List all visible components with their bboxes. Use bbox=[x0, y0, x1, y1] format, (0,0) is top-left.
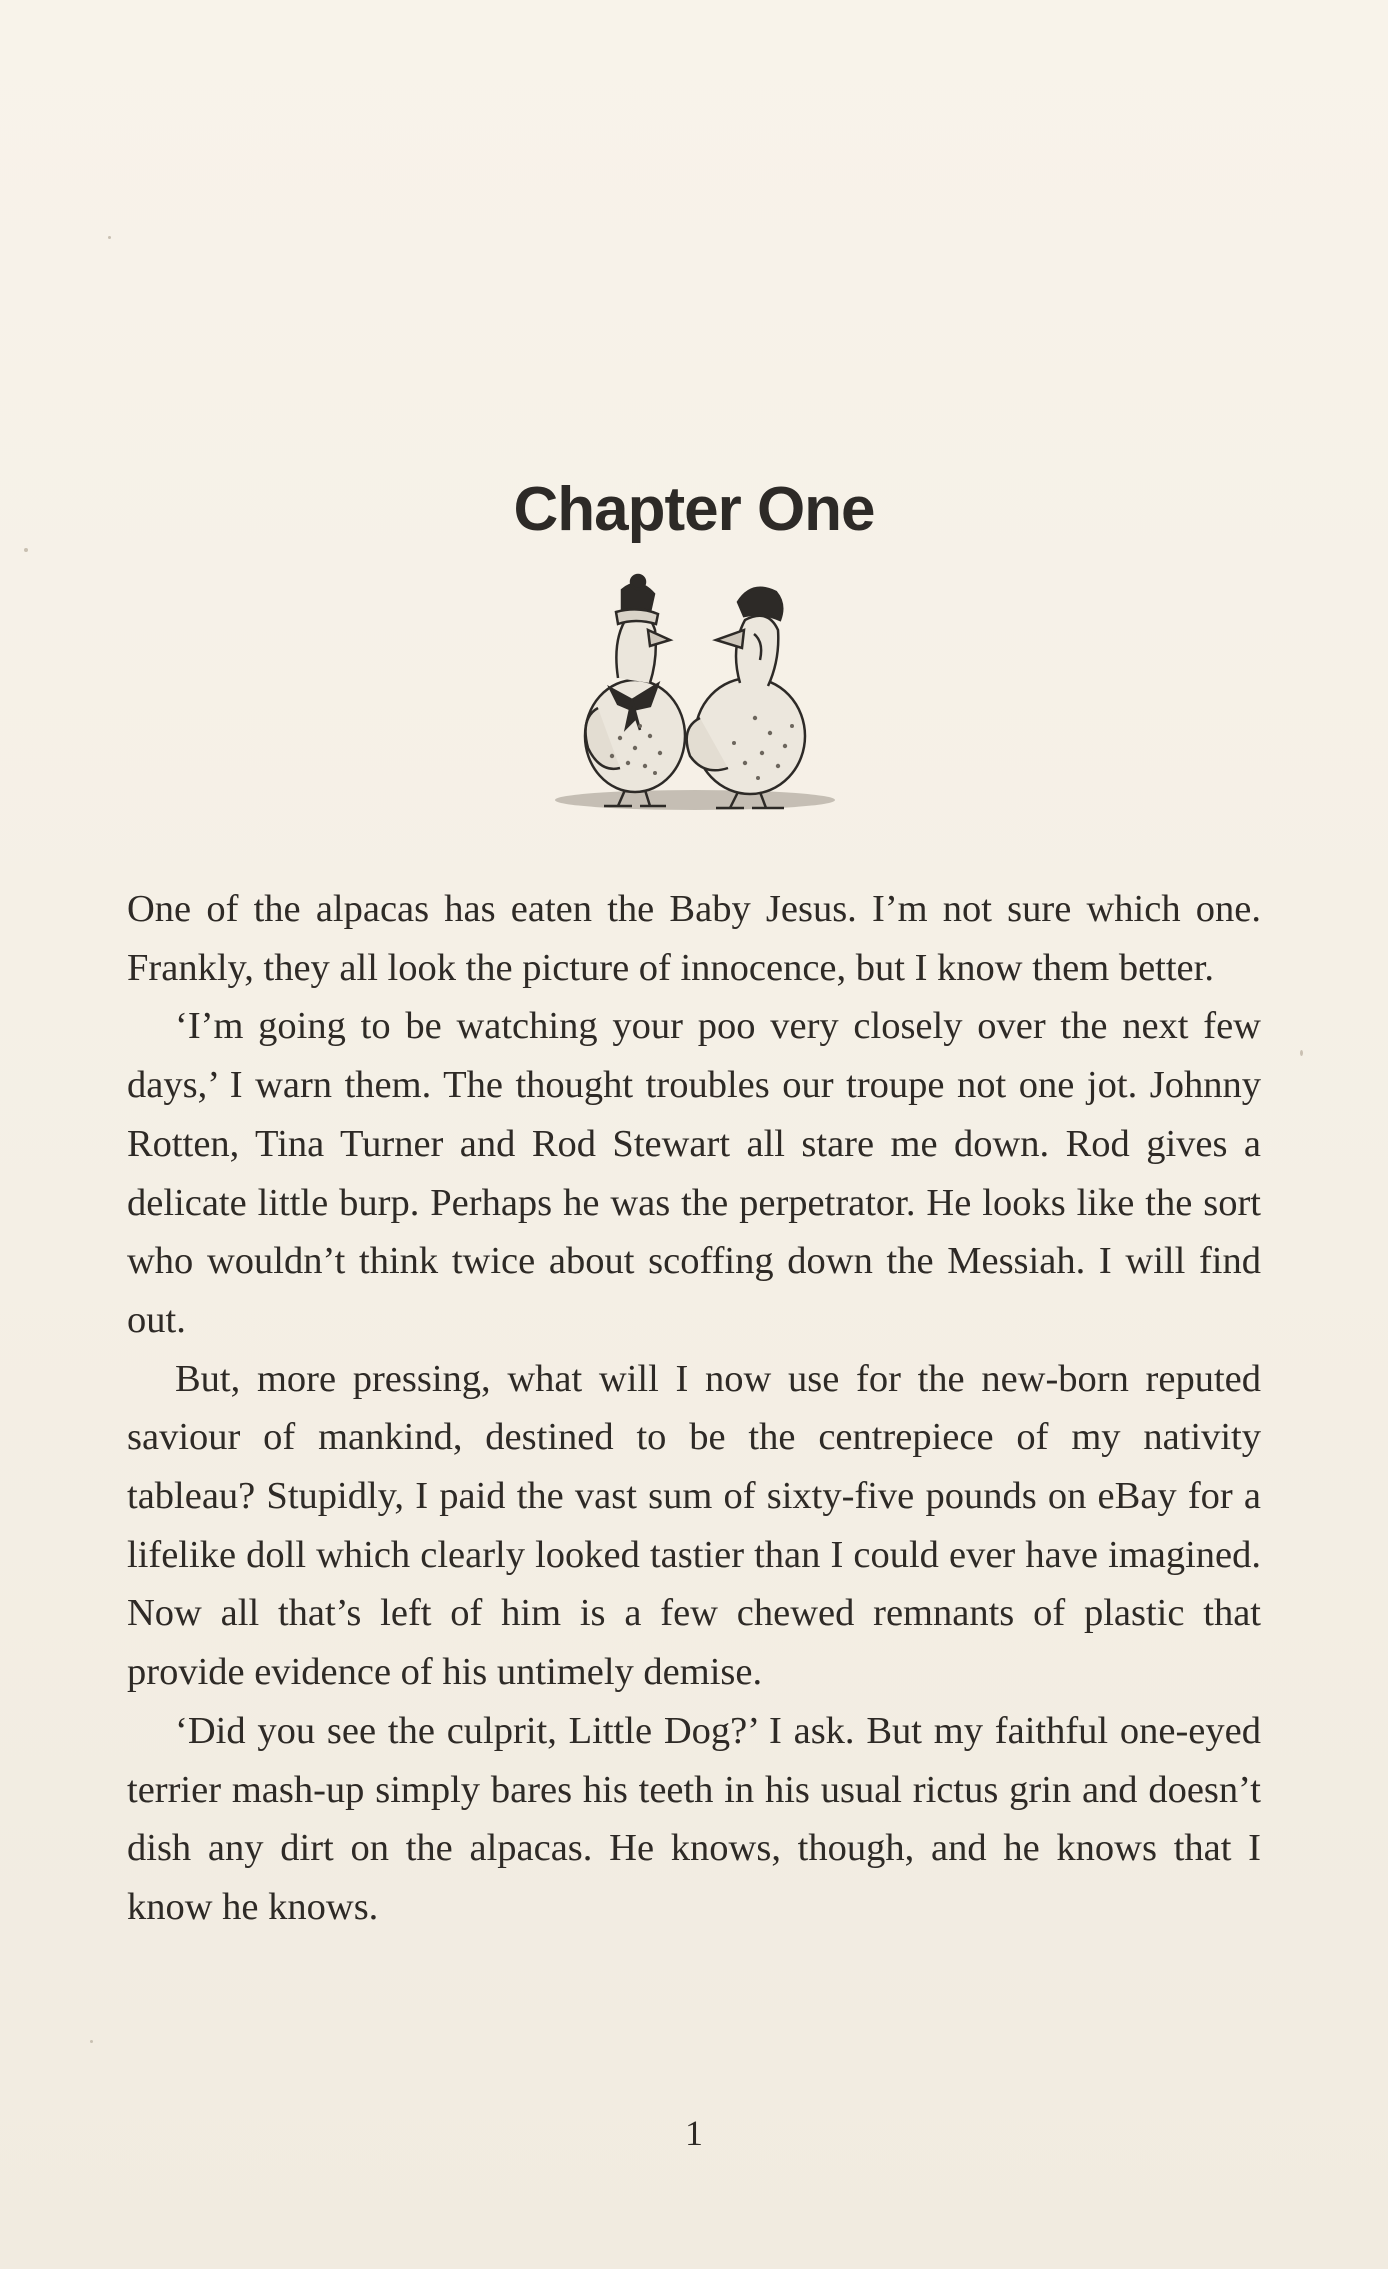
two-ducks-illustration-icon bbox=[540, 568, 850, 824]
paragraph: ‘Did you see the culprit, Little Dog?’ I ask. But my faithful one-eyed terrier mash-up simply bares his teeth in his usual rictus grin and doesn’t dish any dirt on the alpacas. He knows, though, and he knows that I know he knows. bbox=[127, 1709, 1261, 1928]
chapter-body-text bbox=[127, 880, 1261, 1937]
paragraph: But, more pressing, what will I now use for the new-born reputed saviour of mankind, destined to be the centrepiece of my nativity tableau? Stupidly, I paid the vast sum of sixty-five pounds on eBay for a lifelike doll which clearly looked tastier than I could ever have imagined. Now all that’s left of him is a few chewed remnants of plastic that provide evidence of his untimely demise. bbox=[127, 1357, 1261, 1694]
paragraph: ‘I’m going to be watching your poo very closely over the next few days,’ I warn them. The thought troubles our troupe not one jot. Johnny Rotten, Tina Turner and Rod Stewart all stare me down. Rod gives a delicate little burp. Perhaps he was the perpetrator. He looks like the sort who wouldn’t think twice about scoffing down the Messiah. I will find out. bbox=[127, 1005, 1261, 1341]
paper-speck bbox=[1300, 1050, 1303, 1056]
chapter-title: Chapter One bbox=[513, 474, 875, 544]
left-duck-icon bbox=[585, 575, 685, 806]
right-duck-icon bbox=[687, 588, 805, 808]
page-number: 1 bbox=[685, 2113, 703, 2153]
paper-speck bbox=[24, 548, 28, 552]
paper-speck bbox=[108, 236, 111, 239]
paper-speck bbox=[90, 2040, 93, 2043]
paragraph: One of the alpacas has eaten the Baby Jesus. I’m not sure which one. Frankly, they all look the picture of innocence, but I know them better. bbox=[127, 888, 1261, 989]
